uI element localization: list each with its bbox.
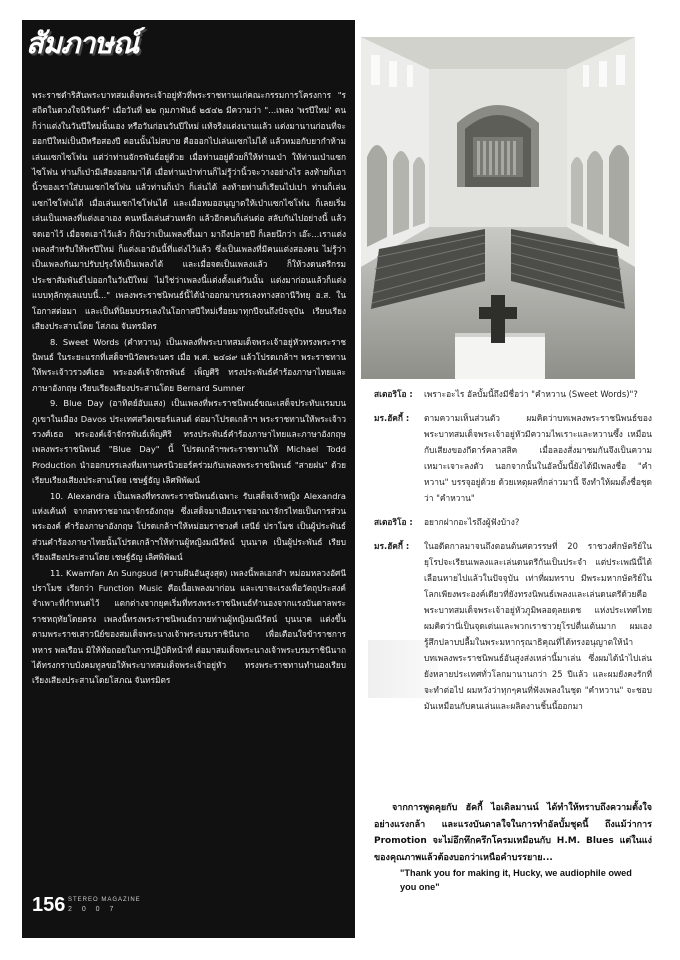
qa-item bbox=[374, 538, 652, 714]
paragraph-kwamfan: 11. Kwamfan An Sungsud (ความฝันอันสูงสุด) เพลงนี้พลเอกสำ หม่อมหลวงอัศนี ปราโมช เรียกว่า Function Music คือเนื้อเพลงมาก่อน และเขาจะเรงเพื่อวัตถุประสงค์จำเพาะที่กำหนดไว้ แตกต่างจากยุคเริ่มที่ทรงพระราชนิพนธ์ทำนองจากแรงบันดาลพระราชหฤทัยโดยตรง เพลงนี้ทรงพระราชนิพนธ์ถวายท่านผู้หญิงมณีรัตน์ บุนนาค แต่งขึ้นตามพระราชเสาวนีย์ของสมเด็จพระนางเจ้าพระบรมราชินีนาถ เพื่อเตือนใจข้าราชการ ทหาร พลเรือน มิให้ท้อถอยในการปฏิบัติหน้าที่ ต่อมาสมเด็จพระนางเจ้าพระบรมราชินีนาถ ได้ทรงกราบบังคมทูลขอให้พระบาทสมเด็จพระเจ้าอยู่หัว ทรงพระราชทานทำนองเรียบเรียงเสียงประสานโดยโสภณ จันทรมิตร bbox=[32, 567, 346, 686]
speaker-label: มร.ฮัคกี้ : bbox=[374, 413, 410, 423]
left-article-text bbox=[32, 88, 346, 689]
qa-text: ตามความเห็นส่วนตัว ผมคิดว่าบทเพลงพระราชนิพนธ์ของพระบาทสมเด็จพระเจ้าอยู่หัวมีความไพเราะและหวานซึ้ง เหมือนกับเสียงของกีตาร์คลาสสิค เมื่อลองสั่งมาชมกันจึงเป็นความเหมาะเจาะลงตัว นอกจากนั้นในอัลบั้มนี้ยังได้มีเพลงชื่อ "คำหวาน" บรรจุอยู่ด้วย ด้วยเหตุผลที่กล่าวมานี้ จึงทำให้ผมตั้งชื่อชุดว่า "คำหวาน" bbox=[424, 413, 652, 503]
church-interior-photo bbox=[361, 37, 635, 379]
page-footer bbox=[32, 894, 232, 924]
qa-text: เพราะอะไร อัลบั้มนี้ถึงมีชื่อว่า "คำหวาน (Sweet Words)"? bbox=[424, 389, 638, 399]
speaker-label: สเตอริโอ : bbox=[374, 517, 413, 527]
church-interior-image bbox=[361, 37, 635, 379]
speaker-label: สเตอริโอ : bbox=[374, 389, 413, 399]
left-column bbox=[22, 20, 355, 938]
qa-item bbox=[374, 514, 652, 530]
magazine-year: 2 0 0 7 bbox=[68, 906, 118, 913]
section-title: สัมภาษณ์ bbox=[26, 26, 139, 60]
paragraph-blue-day: 9. Blue Day (อาทิตย์อับแสง) เป็นเพลงที่พระราชนิพนธ์ขณะเสด็จประทับแรมบนภูเขาในเมือง Davos ประเทศสวิตเซอร์แลนด์ ต่อมาโปรดเกล้าฯ พระราชทานให้พระเจ้าวรวงศ์เธอ พระองค์เจ้าจักรพันธ์เพ็ญศิริ ทรงประพันธ์คำร้องภาษาไทยและภาษาอังกฤษ เพลงพระราชนิพนธ์ "Blue Day" นี้ โปรดเกล้าฯพระราชทานให้ Michael Todd Production นำออกบรรเลงที่มหานครนิวยอร์คร่วมกับเพลงพระราชนิพนธ์ "สายฝน" ด้วยเรียบเรียงเสียงประสานโดย เชษฐ์ธัญ เลิศพิพัฒน์ bbox=[32, 398, 346, 486]
closing-quote: "Thank you for making it, Hucky, we audiophile owed you one" bbox=[400, 868, 632, 892]
interview-qa bbox=[374, 386, 652, 722]
speaker-label: มร.ฮัคกี้ : bbox=[374, 541, 410, 551]
qa-item bbox=[374, 410, 652, 506]
qa-text: ในอดีตกาลมาจนถึงตอนต้นศตวรรษที่ 20 ราชวงศ์กษัตริย์ในยุโรปจะเรียนเพลงและเล่นดนตรีกันเป็นประจำ แต่ประเพณีนี้ได้เลือนหายไปแล้วในปัจจุบัน เท่าที่ผมทราบ มีพระมหากษัตริย์ในโลกเพียงพระองค์เดียวที่ยังทรงนิพนธ์เพลงและเล่นดนตรีด้วยคือ พระบาทสมเด็จพระเจ้าอยู่หัวภูมิพลอดุลยเดช แห่งประเทศไทย ผมคิดว่านี่เป็นจุดเด่นและพวกเราชาวยุโรปตื่นเต้นมาก ผมเองรู้สึกปลาบปลื้มในพระมหากรุณาธิคุณที่ได้ทรงอนุญาตให้นำบทเพลงพระราชนิพนธ์อันสูงส่งเหล่านี้มาเล่น ซึ่งผมได้นำไปเล่นยังหลายประเทศทั่วโลกมานานกว่า 25 ปีแล้ว และผมยังคงรักที่จะทำต่อไป ผมหวังว่าทุกๆคนที่ฟังเพลงในชุด "คำหวาน" จะชอบมันเหมือนกับคนเล่นและผลิตงานชิ้นนี้ออกมา bbox=[424, 541, 652, 711]
magazine-name: STEREO MAGAZINE bbox=[68, 897, 141, 903]
paragraph-sweet-words: 8. Sweet Words (คำหวาน) เป็นเพลงที่พระบาทสมเด็จพระเจ้าอยู่หัวทรงพระราชนิพนธ์ ในระยะแรกที่เสด็จฯนิวัตพระนคร เมื่อ พ.ศ. ๒๔๘๙ แล้วโปรดเกล้าฯ พระราชทานให้พระเจ้าวรวงศ์เธอ พระองค์เจ้าจักรพันธ์ เพ็ญศิริ ทรงประพันธ์คำร้องภาษาไทยและภาษาอังกฤษ เรียบเรียงเสียงประสานโดย Bernard Sumner bbox=[32, 336, 346, 393]
page-number: 156 bbox=[32, 894, 66, 916]
qa-item bbox=[374, 386, 652, 402]
paragraph-royal-speech: พระราชดำริสันพระบาทสมเด็จพระเจ้าอยู่หัวที่พระราชทานแก่คณะกรรมการโครงการ "ร สถิตในดวงใจนิรันดร์" เมื่อวันที่ ๒๒ กุมภาพันธ์ ๒๕๔๒ มีความว่า "...เพลง 'พรปีใหม่' คนก็ว่าแต่งในวันปีใหม่นั้นเอง หรือวันก่อนวันปีใหม่ แท้จริงแต่งนานแล้ว แต่งมานานก่อนที่จะออกปีใหม่เป็นปีหรือสองปี ตอนนั้นไม่สบาย คือออกไปเล่นแซกไม่ได้ แล้วหมอกับยากำห้ามเล่นแซกไซโฟน แต่ว่าท่านจักรพันธ์อยู่ด้วย เมื่อท่านอยู่ด้วยก็ให้ท่านเป่า ให้ท่านเป่าแซกไซโฟน ท่านก็เป่ามีเสียงออกมาได้ เมื่อท่านเป่าท่านก็ไม่รู้ว่านิ้วจะวางอย่างไร ลงท้ายก็เอานิ้วของเราใส่บนแซกไซโฟน แล้วท่านก็เป่า ก็เล่นได้ ลงท้ายท่านก็เรียนไปเปา ท่านก็เล่นแซกไซโฟนได้ เมื่อเล่นแซกไซโฟนได้ และเมื่อหมออนุญาตให้เป่าแซกไซโฟน ก็เลยเริ่มเล่นเป็นเพลงที่แต่งเอาเอง คนหนึ่งเล่นส่วนหลัก แล้วอีกคนก็เล่นต่อ สลับกันไปอย่างนี้ แล้วจดเอาไว้ เมื่อจดเอาไว้แล้ว ก็นับว่าเป็นเพลงขึ้นมา มาถึงปลายปี ก็เลยนึกว่า เอ๊ะ...เราแต่งเพลงสำหรับให้พรปีใหม่ ก็แต่งเอาอันนี้ที่แต่งไว้แล้ว ซึ่งเป็นเพลงที่มีคนแต่งสองคน ไม่รู้ว่าเป็นเพลงกันมาปรับปรุงให้เป็นเพลงได้ และเมื่อจดเป็นเพลงแล้ว ก็ให้วงดนตรีกรมประชาสัมพันธ์ไปออกในวันปีใหม่ ไม่ใช่ว่าเพลงนี้แต่งตั้งแต่วันนั้น แต่งมาก่อนแล้วก็แต่งแบบทุลักทุเลแบบนี้..." เพลงพระราชนิพนธ์นี้ได้นำออกมาบรรเลงทางสถานีวิทยุ อ.ส. ในโอกาสต่อมา และเป็นที่นิยมบรรเลงในโอกาสปีใหม่เรื่อยมาทุกปีจนถึงปัจจุบัน เรียบเรียงเสียงประสานโดย โสภณ จันทรมิตร bbox=[32, 90, 346, 332]
closing-paragraph bbox=[374, 800, 652, 866]
closing-text: จากการพูดคุยกับ ฮัคกี้ ไอเดิลมานน์ ได้ทำให้ทราบถึงความตั้งใจอย่างแรงกล้า และแรงบันดาลใจในการทำอัลบั้มชุดนี้ ถึงแม้ว่าการ Promotion จะไม่อึกทึกครึกโครมเหมือนกับ H.M. Blues แต่ในแง่ของคุณภาพแล้วต้องบอกว่าเหนือคำบรรยาย... bbox=[374, 803, 652, 863]
paragraph-alexandra: 10. Alexandra เป็นเพลงที่ทรงพระราชนิพนธ์เฉพาะ รับเสด็จเจ้าหญิง Alexandra แห่งเค้นท์ จากสหราชอาณาจักรอังกฤษ ซึ่งเสด็จมาเยือนราชอาณาจักรไทยเป็นการส่วนพระองค์ คำร้องภาษาอังกฤษ โปรดเกล้าฯให้หม่อมราชวงศ์ เสนีย์ ปราโมช เป็นผู้ประพันธ์ ส่วนคำร้องภาษาไทยนั้นโปรดเกล้าฯให้ท่านผู้หญิงมณีรัตน์ บุนนาค เป็นผู้ประพันธ์ เรียบเรียงเสียงประสานโดย เชษฐ์ธัญ เลิศพิพัฒน์ bbox=[32, 490, 346, 563]
qa-text: อยากฝากอะไรถึงผู้ฟังบ้าง? bbox=[424, 517, 520, 527]
